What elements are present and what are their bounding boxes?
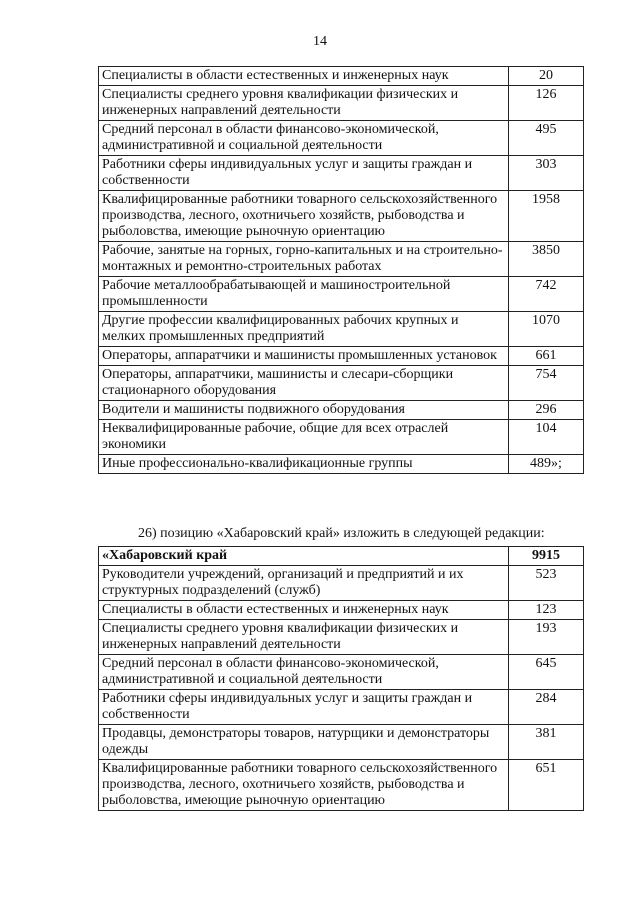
table-row xyxy=(99,620,584,655)
table-row xyxy=(99,86,584,121)
occupation-count: 754 xyxy=(509,366,584,401)
occupation-count: 296 xyxy=(509,401,584,420)
amendment-instruction: 26) позицию «Хабаровский край» изложить в следующей редакции: xyxy=(138,526,545,541)
occupation-group: Продавцы, демонстраторы товаров, натурщики и демонстраторы одежды xyxy=(99,725,509,760)
occupation-group: Руководители учреждений, организаций и предприятий и их структурных подразделений (служб) xyxy=(99,566,509,601)
table-row xyxy=(99,67,584,86)
table-row xyxy=(99,242,584,277)
region-table-continued xyxy=(98,66,584,474)
occupation-group: Работники сферы индивидуальных услуг и защиты граждан и собственности xyxy=(99,156,509,191)
occupation-group: Специалисты среднего уровня квалификации физических и инженерных направлений деятельности xyxy=(99,86,509,121)
table-row xyxy=(99,121,584,156)
khabarovsk-table xyxy=(98,546,584,811)
occupation-count: 284 xyxy=(509,690,584,725)
occupation-count: 1070 xyxy=(509,312,584,347)
table-row xyxy=(99,401,584,420)
table-row xyxy=(99,690,584,725)
table-row xyxy=(99,655,584,690)
table-row xyxy=(99,312,584,347)
occupation-count: 661 xyxy=(509,347,584,366)
occupation-group: Неквалифицированные рабочие, общие для всех отраслей экономики xyxy=(99,420,509,455)
occupation-count: 126 xyxy=(509,86,584,121)
table-1-body xyxy=(99,67,584,474)
table-row xyxy=(99,455,584,474)
occupation-count: 742 xyxy=(509,277,584,312)
occupation-count: 489»; xyxy=(509,455,584,474)
table-row xyxy=(99,191,584,242)
occupation-group: Специалисты среднего уровня квалификации физических и инженерных направлений деятельности xyxy=(99,620,509,655)
occupation-group: Средний персонал в области финансово-экономической, административной и социальной деятельности xyxy=(99,655,509,690)
occupation-group: Рабочие металлообрабатывающей и машиностроительной промышленности xyxy=(99,277,509,312)
occupation-count: 3850 xyxy=(509,242,584,277)
occupation-group: Водители и машинисты подвижного оборудования xyxy=(99,401,509,420)
occupation-group: Средний персонал в области финансово-экономической, административной и социальной деятельности xyxy=(99,121,509,156)
occupation-group: Работники сферы индивидуальных услуг и защиты граждан и собственности xyxy=(99,690,509,725)
occupation-group: Квалифицированные работники товарного сельскохозяйственного производства, лесного, охотничьего хозяйств, рыбоводства и рыболовства, имеющие рыночную ориентацию xyxy=(99,191,509,242)
occupation-count: 523 xyxy=(509,566,584,601)
occupation-group: Операторы, аппаратчики и машинисты промышленных установок xyxy=(99,347,509,366)
occupation-group: Квалифицированные работники товарного сельскохозяйственного производства, лесного, охотничьего хозяйств, рыбоводства и рыболовства, имеющие рыночную ориентацию xyxy=(99,760,509,811)
occupation-group: Специалисты в области естественных и инженерных наук xyxy=(99,601,509,620)
occupation-count: 123 xyxy=(509,601,584,620)
occupation-count: 104 xyxy=(509,420,584,455)
table-row xyxy=(99,347,584,366)
table-row xyxy=(99,420,584,455)
occupation-group: Иные профессионально-квалификационные группы xyxy=(99,455,509,474)
region-total: 9915 xyxy=(509,547,584,566)
occupation-group: Рабочие, занятые на горных, горно-капитальных и на строительно-монтажных и ремонтно-строительных работах xyxy=(99,242,509,277)
table-row xyxy=(99,601,584,620)
table-row xyxy=(99,760,584,811)
table-row xyxy=(99,366,584,401)
occupation-count: 651 xyxy=(509,760,584,811)
occupation-count: 193 xyxy=(509,620,584,655)
occupation-group: Операторы, аппаратчики, машинисты и слесари-сборщики стационарного оборудования xyxy=(99,366,509,401)
table-row xyxy=(99,566,584,601)
occupation-count: 645 xyxy=(509,655,584,690)
table-row xyxy=(99,725,584,760)
table-row xyxy=(99,277,584,312)
occupation-group: Другие профессии квалифицированных рабочих крупных и мелких промышленных предприятий xyxy=(99,312,509,347)
table-row xyxy=(99,156,584,191)
region-header-row xyxy=(99,547,584,566)
region-name: «Хабаровский край xyxy=(99,547,509,566)
occupation-count: 495 xyxy=(509,121,584,156)
occupation-count: 303 xyxy=(509,156,584,191)
occupation-count: 1958 xyxy=(509,191,584,242)
occupation-count: 20 xyxy=(509,67,584,86)
page-number: 14 xyxy=(313,34,327,49)
table-2-body xyxy=(99,547,584,811)
occupation-group: Специалисты в области естественных и инженерных наук xyxy=(99,67,509,86)
occupation-count: 381 xyxy=(509,725,584,760)
